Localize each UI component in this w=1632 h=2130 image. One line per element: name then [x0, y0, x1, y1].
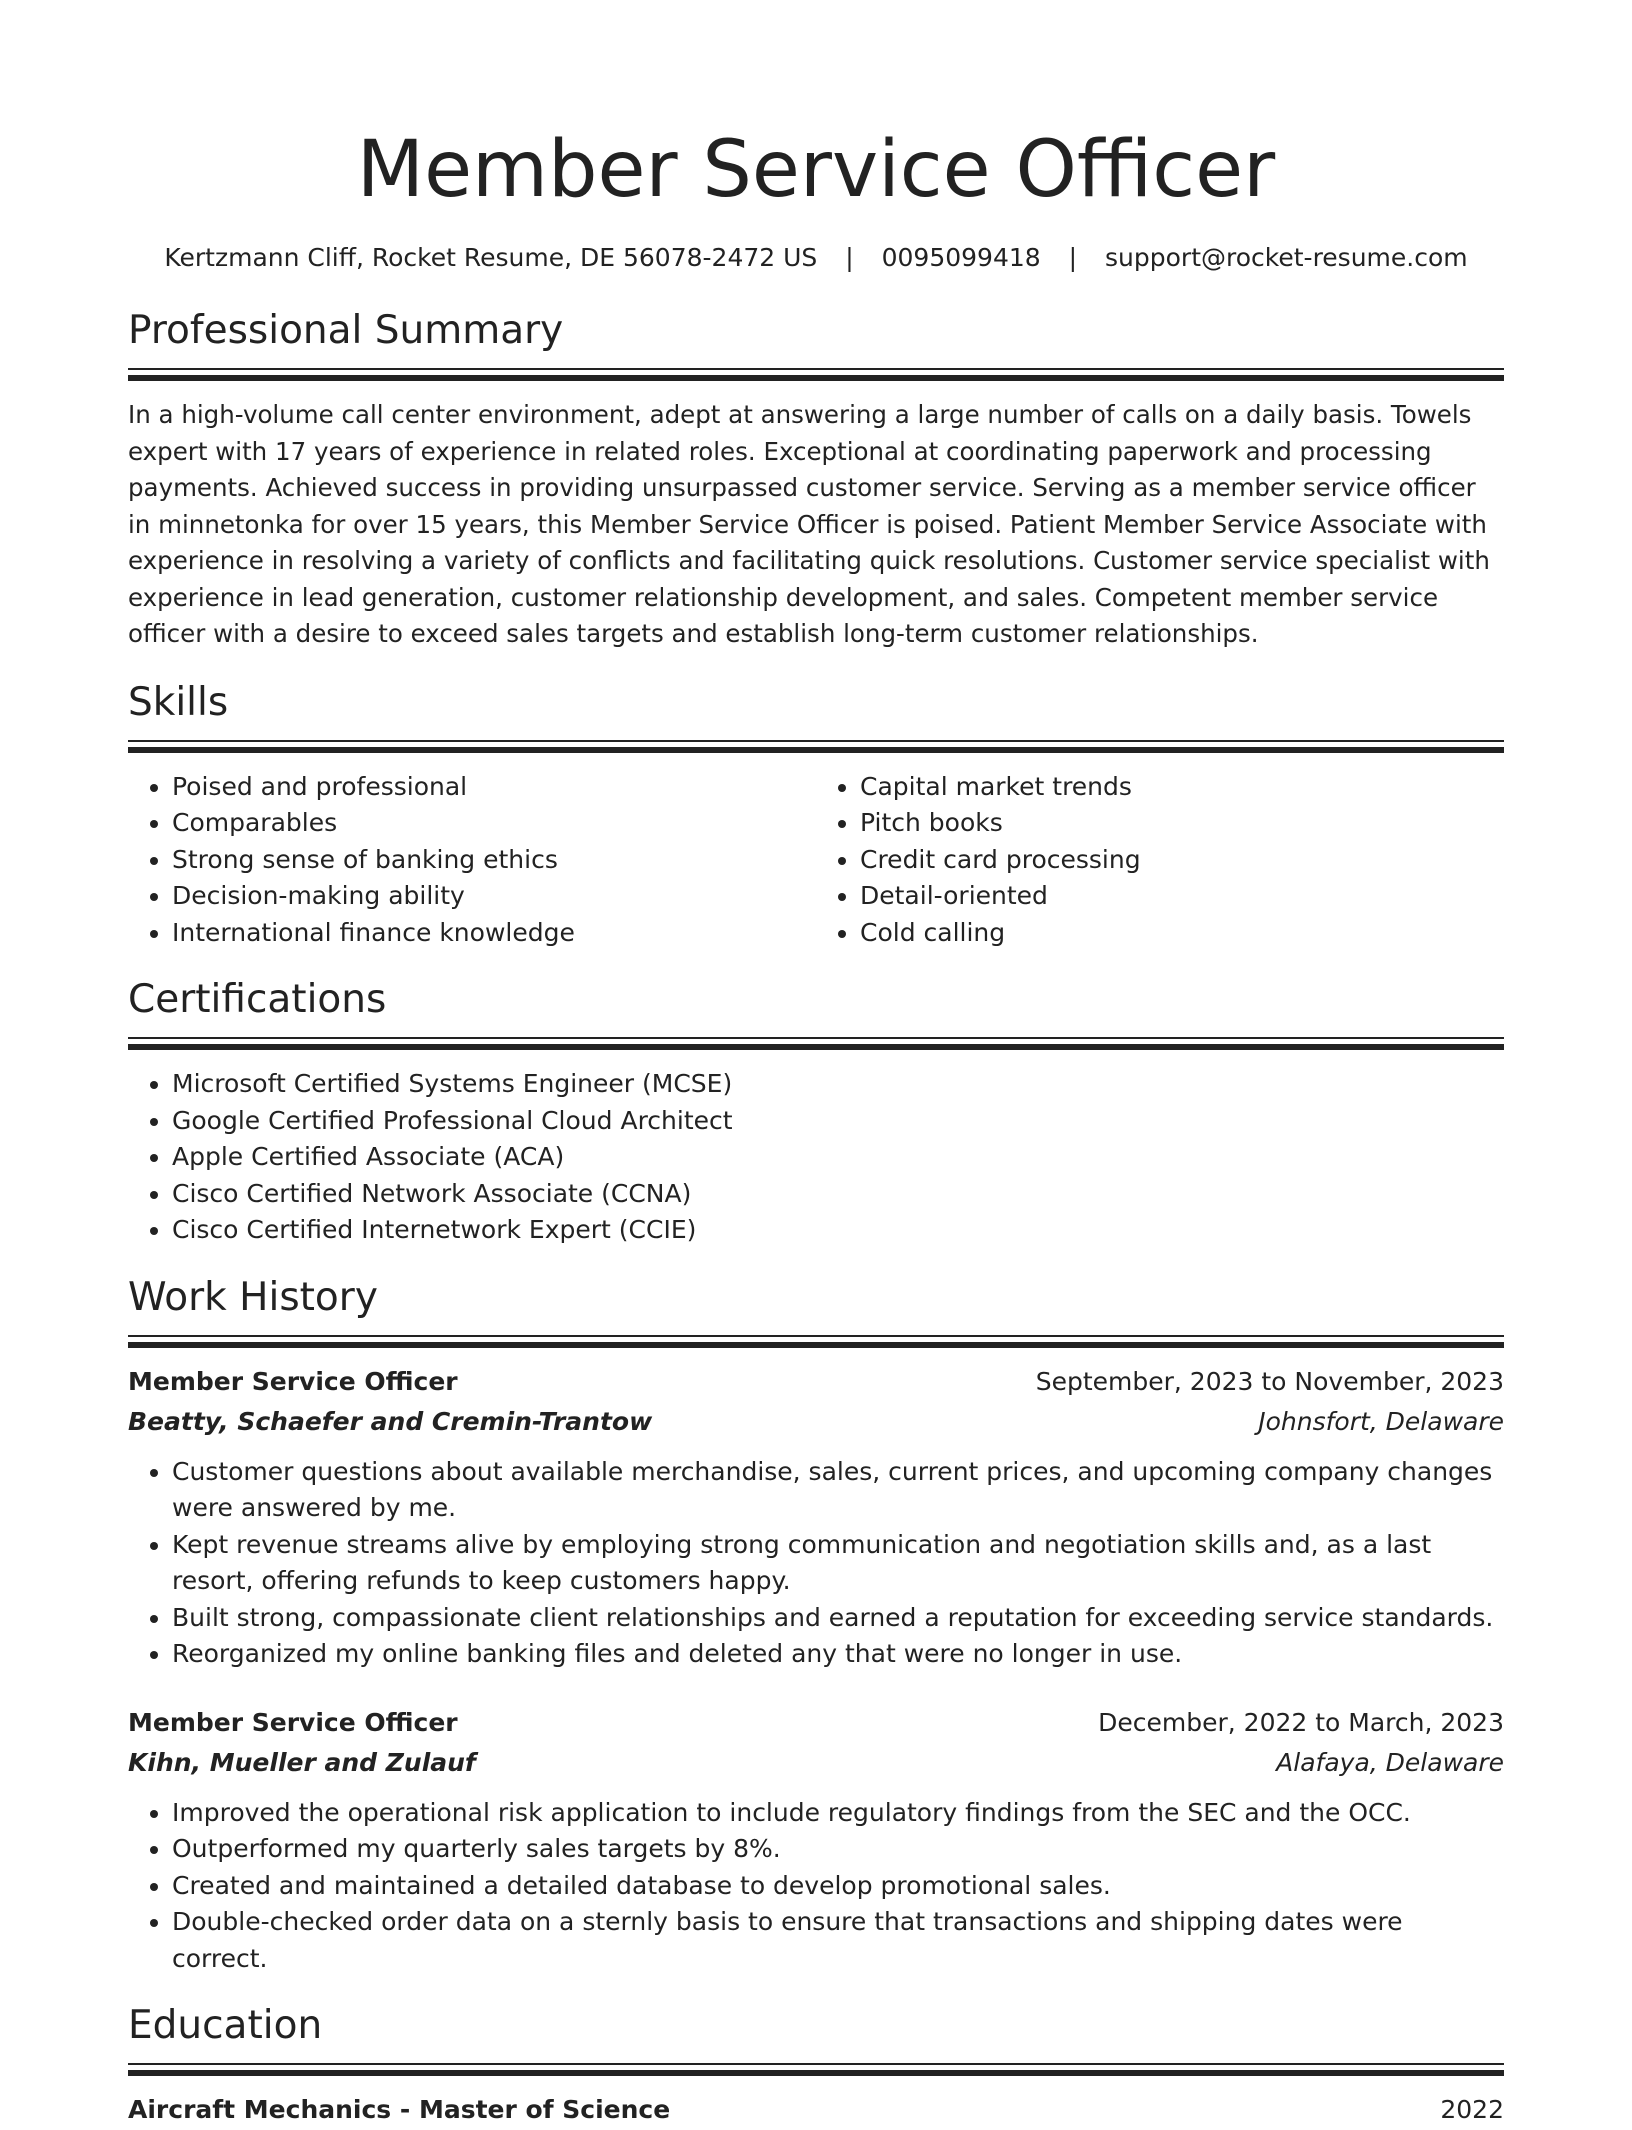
education-degree: Aircraft Mechanics - Master of Science — [128, 2095, 671, 2124]
job-company: Kihn, Mueller and Zulauf — [128, 1747, 476, 1777]
certification-item: • Microsoft Certified Systems Engineer (MCSE) — [172, 1066, 1504, 1103]
section-divider — [128, 740, 1504, 753]
summary-section — [128, 306, 1504, 653]
work-history-heading: Work History — [128, 1274, 378, 1320]
skill-item: • Cold calling — [860, 915, 1504, 952]
education-year: 2022 — [1440, 2095, 1504, 2124]
job-bullet: • Outperformed my quarterly sales targets by 8%. — [172, 1831, 1504, 1868]
skills-column-right — [816, 769, 1504, 952]
certification-item: • Apple Certified Associate (ACA) — [172, 1139, 1504, 1176]
job-bullet: • Improved the operational risk application to include regulatory findings from the SEC and the OCC. — [172, 1795, 1504, 1832]
skill-item: • Decision-making ability — [172, 878, 816, 915]
resume-title: Member Service Officer — [356, 125, 1276, 215]
section-divider — [128, 368, 1504, 381]
education-heading: Education — [128, 2003, 323, 2048]
work-history-section — [128, 1273, 1504, 1978]
job-bullet: • Kept revenue streams alive by employing strong communication and negotiation skills and, as a last resort, offering refunds to keep customers happy. — [172, 1527, 1504, 1600]
job-company: Beatty, Schaefer and Cremin-Trantow — [128, 1406, 653, 1436]
education-section — [128, 2001, 1504, 2130]
job-bullet: • Created and maintained a detailed database to develop promotional sales. — [172, 1868, 1504, 1905]
job-subheader — [128, 1402, 1504, 1442]
contact-phone: 0095099418 — [881, 243, 1041, 272]
skill-item: • Strong sense of banking ethics — [172, 842, 816, 879]
job-bullet: • Customer questions about available merchandise, sales, current prices, and upcoming company changes were answered by me. — [172, 1454, 1504, 1527]
job-location: Alafaya, Delaware — [1276, 1747, 1504, 1777]
contact-line — [128, 240, 1504, 276]
certification-item: • Cisco Certified Internetwork Expert (CCIE) — [172, 1212, 1504, 1249]
section-divider — [128, 1037, 1504, 1050]
section-divider — [128, 2063, 1504, 2076]
job-header — [128, 1703, 1504, 1743]
certification-item: • Google Certified Professional Cloud Architect — [172, 1103, 1504, 1140]
job-bullets — [128, 1454, 1504, 1673]
job-dates: September, 2023 to November, 2023 — [1035, 1366, 1504, 1396]
job-bullet: • Double-checked order data on a sternly basis to ensure that transactions and shipping dates were correct. — [172, 1904, 1504, 1977]
job-dates: December, 2022 to March, 2023 — [1098, 1707, 1504, 1737]
job-bullet: • Reorganized my online banking files and deleted any that were no longer in use. — [172, 1636, 1504, 1673]
section-divider — [128, 1335, 1504, 1348]
job-title: Member Service Officer — [128, 1366, 458, 1396]
skill-item: • Capital market trends — [860, 769, 1504, 806]
certification-item: • Cisco Certified Network Associate (CCNA) — [172, 1176, 1504, 1213]
contact-email: support@rocket-resume.com — [1105, 243, 1468, 272]
skill-item: • Credit card processing — [860, 842, 1504, 879]
job-header — [128, 1362, 1504, 1402]
contact-separator: | — [1068, 243, 1078, 272]
skill-item: • Detail-oriented — [860, 878, 1504, 915]
skills-list-left — [128, 769, 816, 952]
skills-list-right — [816, 769, 1504, 952]
job-bullet: • Built strong, compassionate client relationships and earned a reputation for exceeding service standards. — [172, 1600, 1504, 1637]
job-location: Johnsfort, Delaware — [1258, 1406, 1504, 1436]
job-subheader — [128, 1743, 1504, 1783]
education-entry — [128, 2090, 1504, 2130]
skills-section — [128, 678, 1504, 952]
skill-item: • Comparables — [172, 805, 816, 842]
contact-separator: | — [845, 243, 854, 272]
certifications-list — [128, 1066, 1504, 1249]
skills-column-left — [128, 769, 816, 952]
skill-item: • Pitch books — [860, 805, 1504, 842]
job-title: Member Service Officer — [128, 1707, 458, 1737]
certifications-heading: Certifications — [128, 977, 387, 1022]
skills-grid — [128, 769, 1504, 952]
skill-item: • International finance knowledge — [172, 915, 816, 952]
job-entry — [128, 1362, 1504, 1673]
contact-address: Kertzmann Cliff, Rocket Resume, DE 56078-2472 US — [164, 243, 818, 272]
certifications-section — [128, 975, 1504, 1249]
job-entry — [128, 1703, 1504, 1978]
skills-heading: Skills — [128, 679, 229, 725]
skill-item: • Poised and professional — [172, 769, 816, 806]
summary-heading: Professional Summary — [128, 308, 564, 353]
summary-text: In a high-volume call center environment, adept at answering a large number of calls on a daily basis. Towels expert with 17 years of experience in related roles. Exceptional at coordinating paperwork and processing payments. Achieved success in providing unsurpassed customer service. Serving as a member service officer in minnetonka for over 15 years, this Member Service Officer is poised. Patient Member Service Associate with experience in resolving a variety of conflicts and facilitating quick resolutions. Customer service specialist with experience in lead generation, customer relationship development, and sales. Competent member service officer with a desire to exceed sales targets and establish long-term customer relationships. — [128, 400, 1490, 648]
job-bullets — [128, 1795, 1504, 1978]
